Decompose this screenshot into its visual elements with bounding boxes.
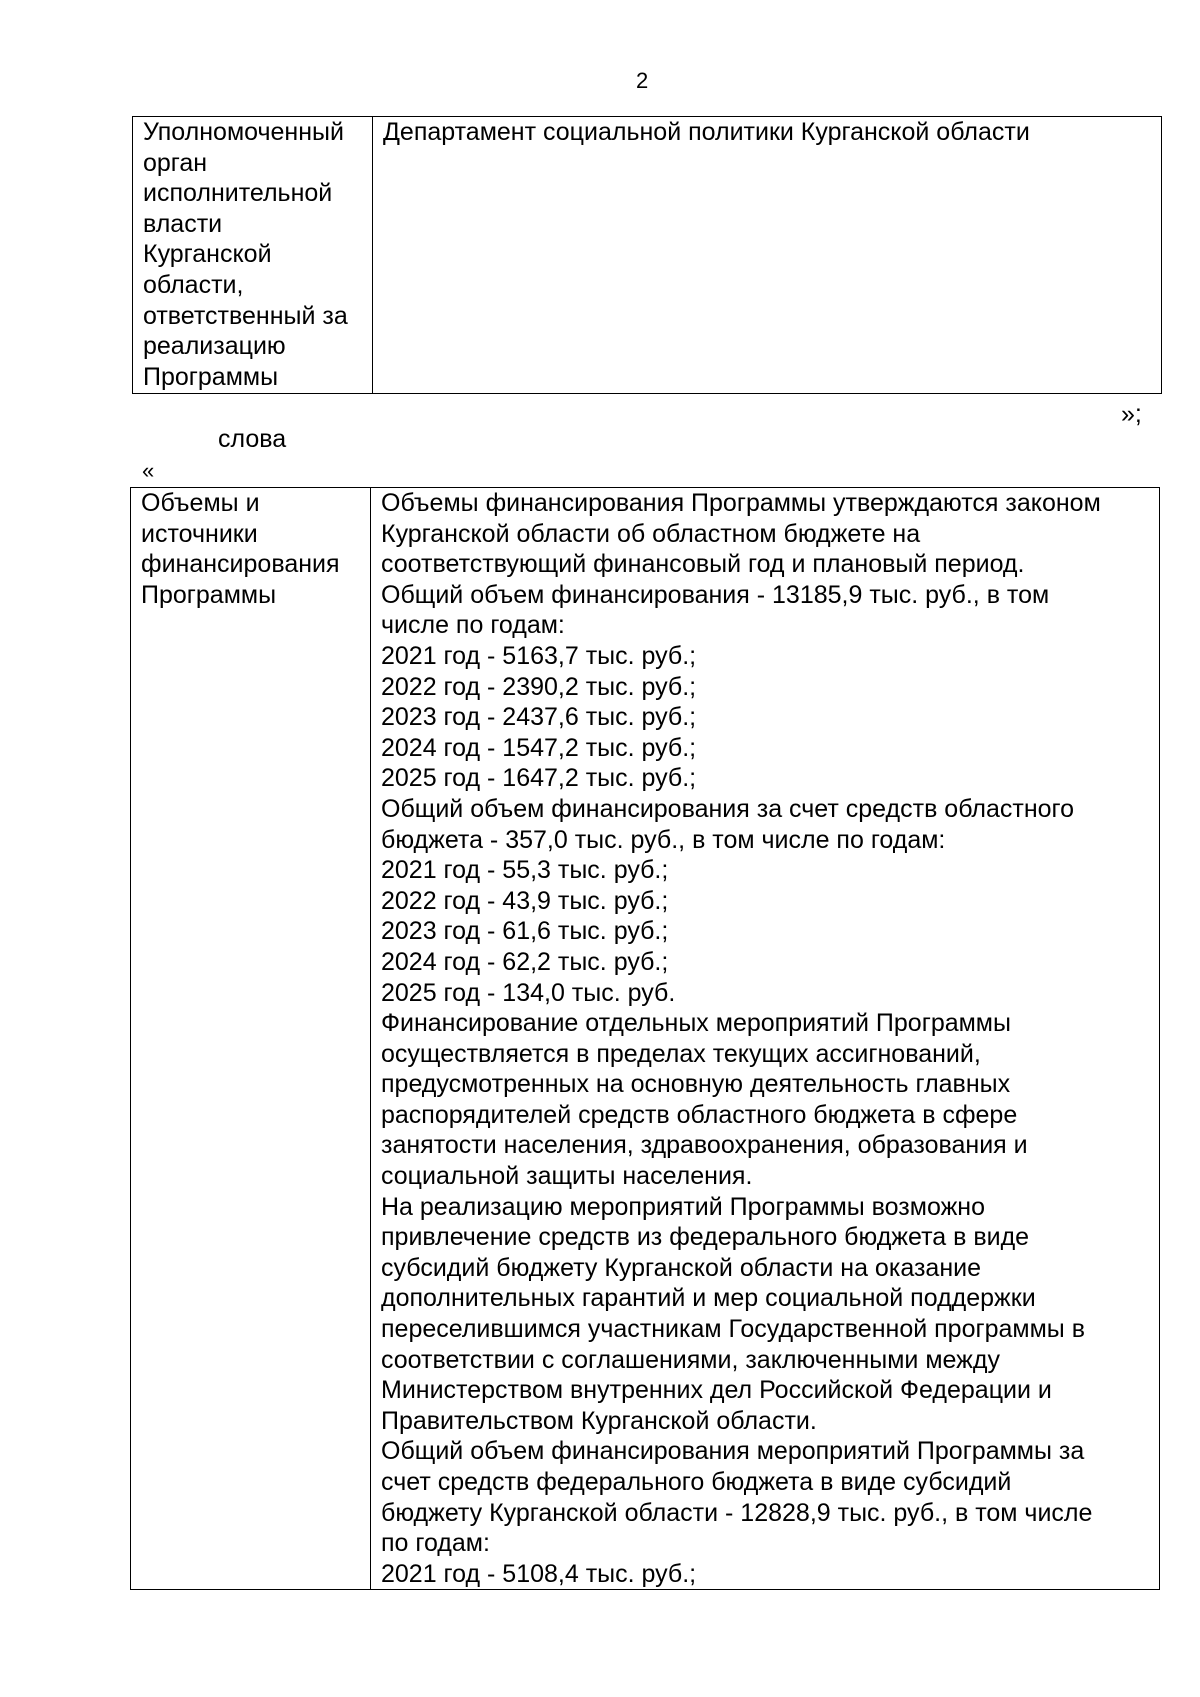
text-line: предусмотренных на основную деятельность главных [381, 1070, 1011, 1099]
text-line: социальной защиты населения. [381, 1162, 753, 1191]
text-line: осуществляется в пределах текущих ассигнований, [381, 1039, 981, 1068]
responsible-authority-table [132, 116, 1162, 394]
text-line: 2025 год - 1647,2 тыс. руб.; [381, 764, 697, 793]
responsible-authority-value-cell [373, 117, 1162, 394]
text-line: соответствии с соглашениями, заключенными между [381, 1345, 1000, 1374]
text-line: 2021 год - 55,3 тыс. руб.; [381, 856, 669, 885]
text-line: Министерством внутренних дел Российской Федерации и [381, 1376, 1052, 1405]
text-line: Курганской области об областном бюджете на [381, 519, 921, 548]
text-line: занятости населения, здравоохранения, образования и [381, 1131, 1028, 1160]
text-line: власти [143, 209, 223, 238]
text-line: 2022 год - 43,9 тыс. руб.; [381, 886, 669, 915]
text-line: Программы [141, 580, 277, 609]
text-line: На реализацию мероприятий Программы возможно [381, 1192, 986, 1221]
text-line: Объемы финансирования Программы утверждаются законом [381, 489, 1101, 517]
text-line: дополнительных гарантий и мер социальной поддержки [381, 1284, 1036, 1313]
funding-table [130, 487, 1160, 1590]
text-line: Общий объем финансирования мероприятий Программы за [381, 1437, 1085, 1466]
text-line: распорядителей средств областного бюджета в сфере [381, 1100, 1018, 1129]
text-line: соответствующий финансовый год и плановый период. [381, 550, 1025, 579]
text-line: источники [141, 519, 258, 548]
text-line: бюджету Курганской области - 12828,9 тыс. руб., в том числе [381, 1498, 1093, 1527]
text-line: 2024 год - 1547,2 тыс. руб.; [381, 733, 697, 762]
text-line: по годам: [381, 1529, 490, 1558]
text-line: Общий объем финансирования - 13185,9 тыс. руб., в том [381, 580, 1050, 609]
text-line: 2023 год - 2437,6 тыс. руб.; [381, 703, 697, 732]
slova-label: слова [218, 425, 287, 453]
text-line: 2023 год - 61,6 тыс. руб.; [381, 917, 669, 946]
page-number: 2 [636, 68, 649, 93]
text-line: Финансирование отдельных мероприятий Программы [381, 1009, 1011, 1038]
text-line: Общий объем финансирования за счет средств областного [381, 794, 1075, 823]
table-row [133, 117, 1162, 394]
text-line: 2021 год - 5163,7 тыс. руб.; [381, 641, 697, 670]
table-row [131, 488, 1160, 1590]
text-line: привлечение средств из федерального бюджета в виде [381, 1223, 1030, 1252]
text-line: ответственный за [143, 301, 348, 330]
text-line: переселившимся участникам Государственной программы в [381, 1315, 1085, 1344]
text-line: области, [143, 270, 244, 299]
text-line: числе по годам: [381, 611, 565, 640]
text-line: Программы [143, 362, 279, 391]
text-line: счет средств федерального бюджета в виде субсидий [381, 1468, 1012, 1496]
text-line: 2022 год - 2390,2 тыс. руб.; [381, 672, 697, 701]
text-line: бюджета - 357,0 тыс. руб., в том числе по годам: [381, 825, 946, 854]
text-line: орган [143, 148, 208, 177]
text-line: Курганской [143, 240, 272, 269]
opening-quote: « [142, 458, 155, 483]
text-line: субсидий бюджету Курганской области на оказание [381, 1253, 981, 1282]
text-line: Правительством Курганской области. [381, 1406, 817, 1435]
responsible-authority-label-cell [133, 117, 373, 394]
text-line: финансирования [141, 550, 340, 579]
text-line: Департамент социальной политики Курганской области [383, 118, 1030, 146]
funding-value-cell [371, 488, 1160, 1590]
text-line: 2021 год - 5108,4 тыс. руб.; [381, 1559, 697, 1588]
text-line: Объемы и [141, 489, 260, 517]
closing-quote: »; [1121, 400, 1142, 428]
text-line: 2024 год - 62,2 тыс. руб.; [381, 947, 669, 976]
text-line: исполнительной [143, 179, 333, 208]
text-line: реализацию [143, 332, 286, 361]
funding-label-cell [131, 488, 371, 1590]
text-line: Уполномоченный [143, 118, 344, 146]
text-line: 2025 год - 134,0 тыс. руб. [381, 978, 676, 1007]
